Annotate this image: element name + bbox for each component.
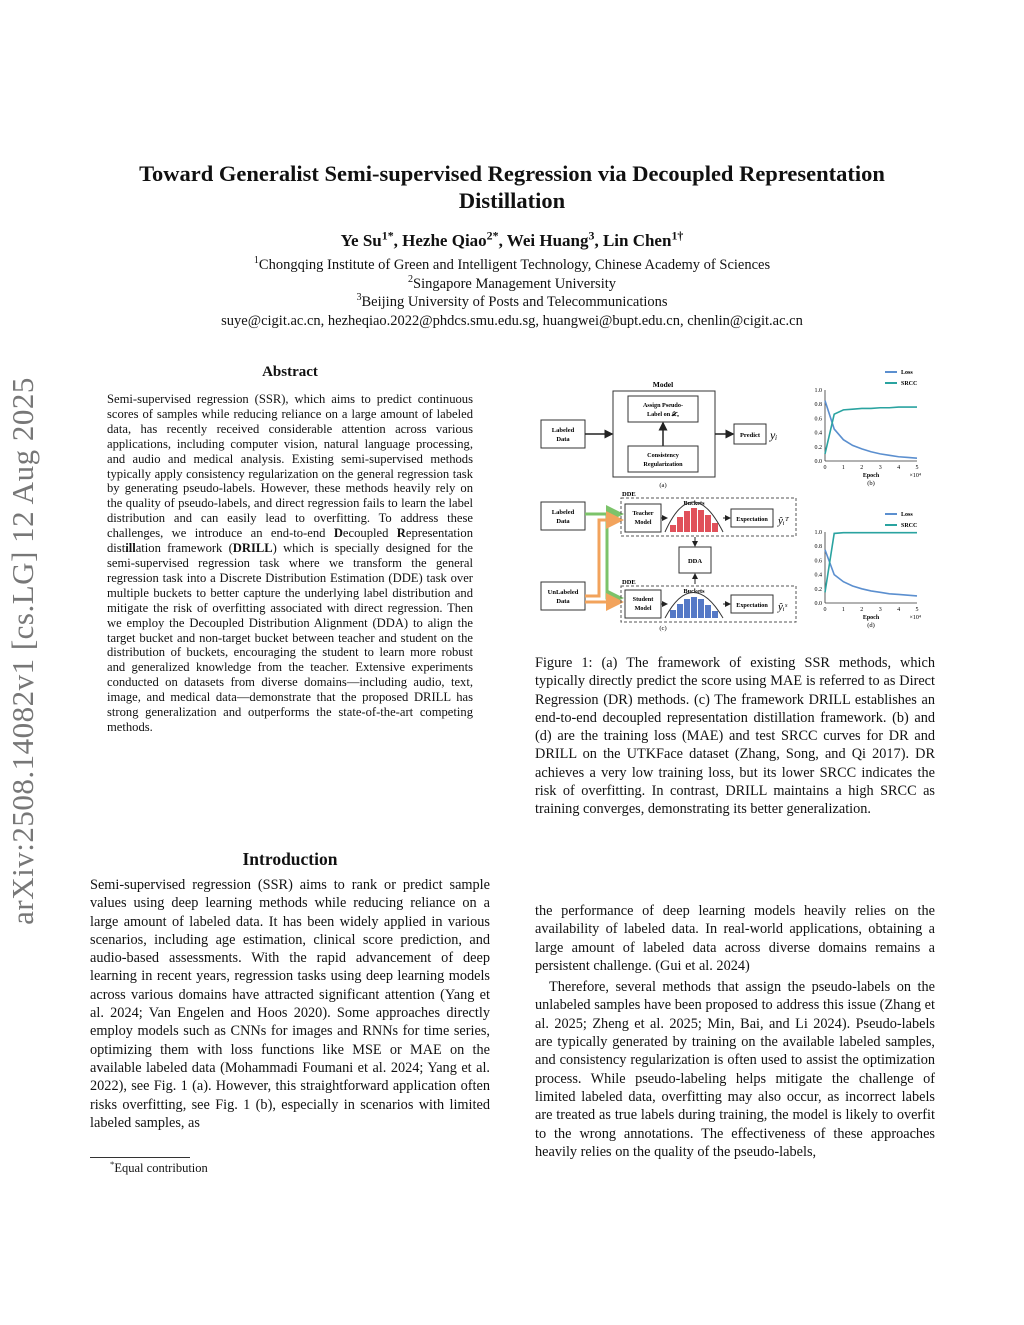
svg-text:Student: Student	[632, 596, 654, 603]
y-tick-label: 0.0	[814, 459, 822, 465]
x-tick-label: 1	[841, 465, 845, 471]
y-tick-label: 1.0	[814, 388, 822, 394]
author-sup: 2*	[486, 228, 499, 243]
svg-text:Data: Data	[556, 436, 570, 443]
abstract-heading: Abstract	[262, 364, 318, 380]
affiliation: $^1$Chongqing Institute of Green and Intelligent Technology, Chinese Academy of Sciences	[253, 255, 771, 273]
svg-text:Regularization: Regularization	[643, 461, 683, 468]
x-tick-label: 0	[823, 607, 827, 613]
student-model-box	[625, 590, 661, 618]
y-tick-label: 0.4	[814, 572, 822, 579]
right-column-text	[535, 902, 935, 1161]
paragraph: the performance of deep learning models heavily relies on the availability of labeled data. In real-world applications, obtaining a large amount of labeled data across diverse domains remains a persistent challenge. (Gui et al. 2024)	[535, 903, 935, 974]
svg-text:Model: Model	[634, 605, 652, 612]
x-multiplier: ×10⁴	[909, 473, 921, 479]
model-label: Model	[652, 380, 674, 389]
chart-d	[815, 512, 922, 629]
svg-text:Data: Data	[556, 518, 570, 525]
author-name: Wei Huang	[506, 231, 589, 250]
svg-text:UnLabeled: UnLabeled	[547, 589, 579, 596]
paper-title: Toward Generalist Semi-supervised Regression via Decoupled Representation Distillation	[139, 161, 885, 213]
x-tick-label: 4	[897, 607, 901, 613]
series-line-srcc	[825, 407, 917, 454]
x-tick-label: 2	[860, 607, 864, 613]
svg-text:Assign Pseudo-: Assign Pseudo-	[642, 402, 684, 409]
series-line-loss	[825, 401, 917, 459]
y-tick-label: 0.6	[814, 416, 822, 423]
legend-label: SRCC	[901, 381, 918, 387]
x-tick-label: 1	[841, 607, 845, 613]
abstract-text: Semi-supervised regression (SSR), which aims to predict continuous scores of samples while reducing reliance on a large amount of labeled data, has recently received considerable attention across various applications, including computer vision, natural language processing, and audio and medical analysis. Existing semi-supervised methods typically apply consistency regularization on the general regression task by generating pseudo-labels. However, these methods heavily rely on the quality of pseudo-labels, and direct regression fails to learn the label distribution and can easily lead to overfitting. To address these challenges, we introduce an end-to-end Decoupled Representation distillation framework (DRILL) which is specially designed for the semi-supervised regression task where we transform the general regression task into a Discrete Distribution Estimation (DDE) task over multiple buckets to better capture the underlying label distribution and mitigate the risk of overfitting associated with direct regression. Then we employ the Decoupled Distribution Alignment (DDA) to align the target bucket and non-target bucket between teacher and student on the distribution of buckets, encouraging the student to learn more robust and generalized knowledge from the teacher. Extensive experiments conducted on datasets from diverse domains—including audio, text, image, and medical data—demonstrate that the proposed DRILL has strong generalization and outperforms the state-of-the-art competing methods.	[107, 392, 473, 734]
x-tick-label: 2	[860, 465, 864, 471]
author-name: Ye Su	[340, 231, 382, 250]
x-tick-label: 4	[897, 465, 901, 471]
svg-text:Data: Data	[556, 598, 570, 605]
svg-text:Buckets: Buckets	[683, 500, 705, 507]
legend-label: Loss	[901, 370, 913, 376]
author-emails: suye@cigit.ac.cn, hezheqiao.2022@phdcs.smu.edu.sg, huangwei@bupt.edu.cn, chenlin@cigit.ac.cn	[221, 312, 803, 329]
introduction-heading: Introduction	[242, 849, 338, 869]
consistency-box	[628, 446, 698, 472]
labeled-data-box-c	[541, 502, 585, 530]
svg-text:(a): (a)	[659, 482, 667, 489]
author-sup: 3	[588, 228, 595, 243]
svg-text:ŷᵢˢ: ŷᵢˢ	[778, 601, 787, 613]
svg-text:yᵢ: yᵢ	[770, 428, 778, 442]
chart-b	[815, 370, 922, 487]
y-tick-label: 0.0	[814, 601, 822, 607]
author-sup: 1*	[381, 228, 394, 243]
series-line-loss	[825, 550, 917, 596]
x-multiplier: ×10⁴	[909, 615, 921, 621]
author-list: Ye $Su^{1*}$, Hezhe Qiao$^{2*}$, Wei Huang$^3$, Lin Chen$^{1\dagger}$	[340, 228, 684, 250]
unlabeled-data-box	[541, 582, 585, 610]
y-tick-label: 1.0	[814, 530, 822, 536]
teacher-model-box	[625, 504, 661, 532]
introduction-text: Semi-supervised regression (SSR) aims to rank or predict sample values using deep learning methods while reducing reliance on a large amount of labeled data. It has been widely applied in various scenarios, including age estimation, clinical score prediction, and audio-based assessments. With the rapid advancement of deep learning in recent years, regression tasks using deep learning models across various domains have attracted significant attention (Yang et al. 2024; Van Engelen and Hoos 2020). Some approaches directly employ models such as CNNs for images and RNNs for time series, optimizing them with loss functions like MSE or MAE on the available labeled data (Mohammadi Foumani et al. 2024; Yang et al. 2022), see Fig. 1 (a). However, this straightforward application often risks overfitting, see Fig. 1 (b), especially in scenarios with limited labeled samples, as	[90, 877, 490, 1131]
panel-label: (b)	[867, 480, 875, 487]
arxiv-stamp: arXiv:2508.14082v1 [cs.LG] 12 Aug 2025	[5, 377, 40, 925]
svg-text:Predict: Predict	[739, 432, 761, 439]
x-axis-label: Epoch	[862, 615, 880, 621]
y-tick-label: 0.8	[814, 544, 822, 551]
x-tick-label: 5	[915, 607, 919, 613]
figure-caption: Figure 1: (a) The framework of existing SSR methods, which typically directly predict the score using MAE is referred to as Direct Regression (DR) methods. (c) The framework DRILL establishes an end-to-end decoupled representation distillation framework. (b) and (d) are the training loss (MAE) and test SRCC curves for DR and DRILL on the UTKFace dataset (Zhang, Song, and Qi 2017). DR achieves a very low training loss, but its lower SRCC indicates the risk of overfitting. In contrast, DRILL maintains a high SRCC as training converges, demonstrating its better generalization.	[535, 655, 935, 818]
svg-text:DDE: DDE	[622, 491, 636, 498]
svg-text:Expectation: Expectation	[736, 516, 768, 523]
footnote: *Equal contribution	[110, 1158, 208, 1175]
figure-1	[533, 362, 938, 647]
x-tick-label: 3	[878, 607, 882, 613]
svg-text:DDE: DDE	[622, 579, 636, 586]
assign-pseudo-label-box	[628, 396, 698, 422]
x-tick-label: 3	[878, 465, 882, 471]
paragraph: Therefore, several methods that assign the pseudo-labels on the unlabeled samples have been proposed to address this issue (Zhang et al. 2025; Zheng et al. 2025; Min, Bai, and Li 2024). Pseudo-labels are typically generated by training on the available labeled samples, and consistency regularization is often used to assist the optimization process. While pseudo-labeling helps mitigate the challenge of limited labeled data, overfitting may also occur, as incorrect labels are treated as true labels during training, the model is likely to overfit to the wrong annotations. The effectiveness of these approaches heavily relies on the quality of the pseudo-labels,	[535, 979, 935, 1160]
svg-text:Labeled: Labeled	[551, 427, 575, 434]
svg-text:Consistency: Consistency	[647, 452, 679, 459]
legend-label: SRCC	[901, 523, 918, 529]
y-tick-label: 0.8	[814, 402, 822, 409]
author-name: Hezhe Qiao	[402, 231, 487, 250]
y-tick-label: 0.2	[814, 586, 822, 593]
svg-text:Buckets: Buckets	[683, 588, 705, 595]
svg-text:Expectation: Expectation	[736, 602, 768, 609]
x-tick-label: 5	[915, 465, 919, 471]
legend-label: Loss	[901, 512, 913, 518]
series-line-srcc	[825, 533, 917, 593]
footnote-rule	[90, 1157, 190, 1158]
x-axis-label: Epoch	[862, 473, 880, 479]
y-tick-label: 0.6	[814, 558, 822, 565]
affiliation: $^2$Singapore Management University	[407, 273, 616, 292]
affiliations	[90, 256, 934, 330]
y-tick-label: 0.2	[814, 444, 822, 451]
x-tick-label: 0	[823, 465, 827, 471]
svg-text:Teacher: Teacher	[632, 510, 654, 517]
y-tick-label: 0.4	[814, 430, 822, 437]
panel-label: (d)	[867, 622, 875, 629]
svg-text:Labeled: Labeled	[551, 509, 575, 516]
svg-text:DDA: DDA	[687, 558, 703, 565]
author-sup: 1†	[671, 228, 684, 243]
svg-text:Label on 𝒳ᵤ: Label on 𝒳ᵤ	[646, 411, 680, 418]
affiliation: $^3$Beijing University of Posts and Telecommunications	[356, 292, 668, 310]
svg-text:(c): (c)	[659, 625, 667, 632]
svg-text:Model: Model	[634, 519, 652, 526]
labeled-data-box	[541, 420, 585, 448]
author-name: Lin Chen	[602, 231, 672, 250]
svg-text:ŷᵢᵀ: ŷᵢᵀ	[778, 515, 789, 527]
